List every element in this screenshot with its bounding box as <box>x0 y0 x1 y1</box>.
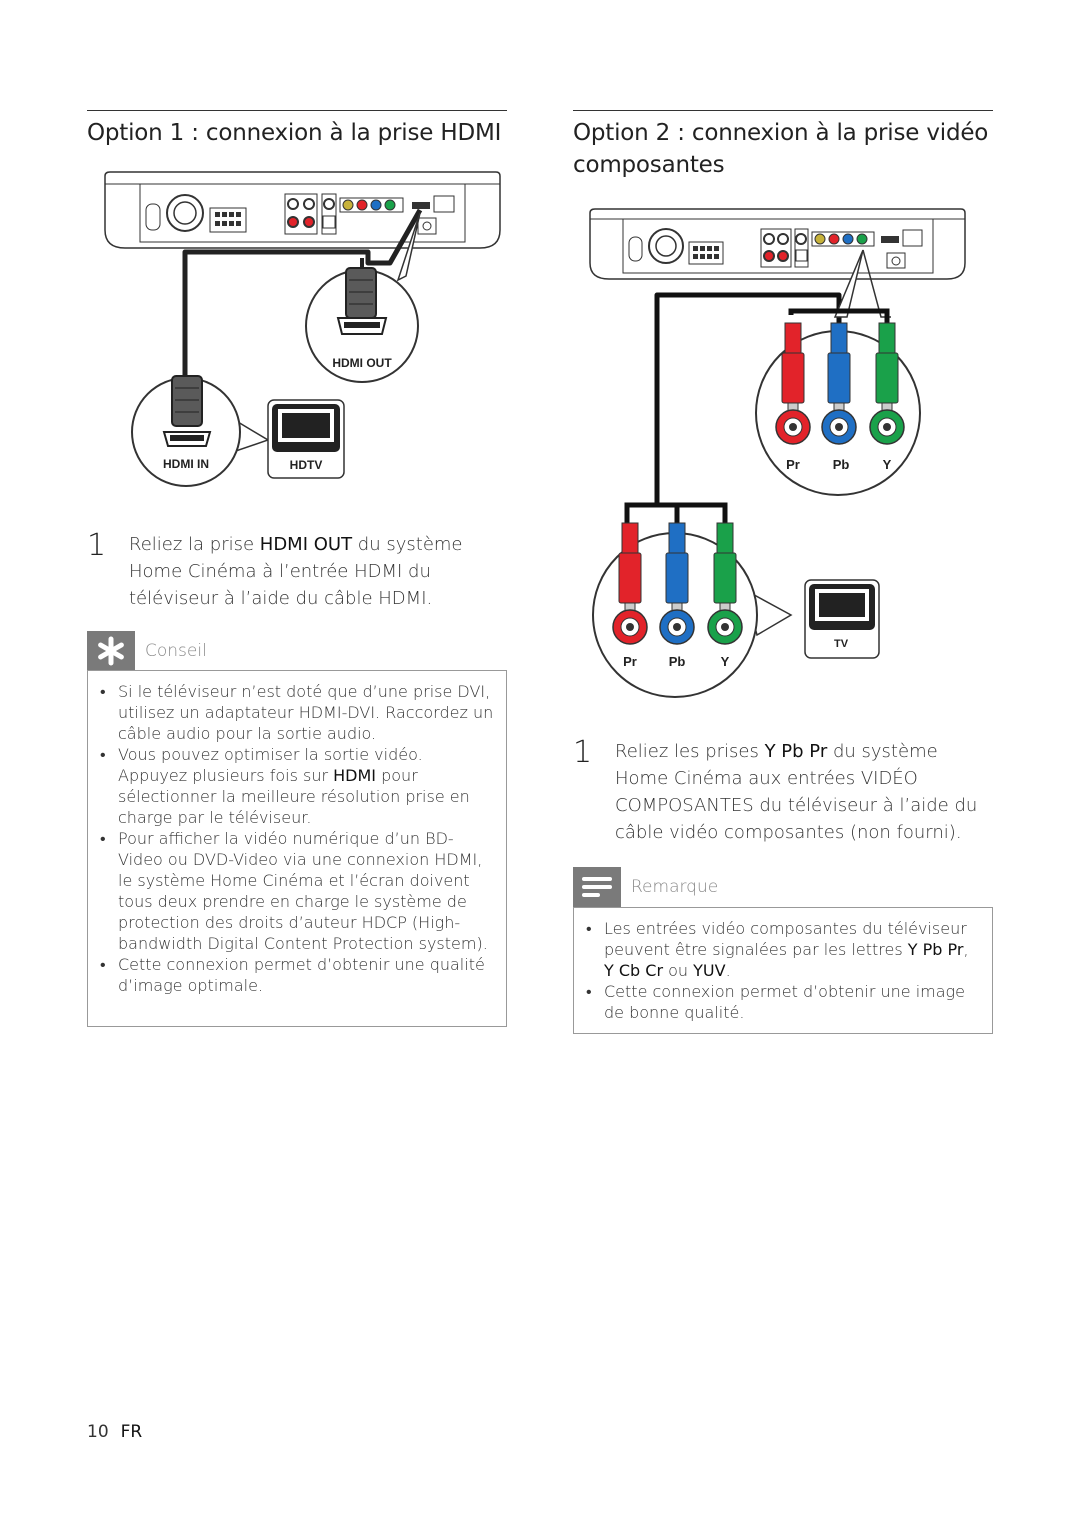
left-title-rule <box>87 110 507 111</box>
y-label: Y <box>720 654 730 669</box>
note-box <box>573 907 993 1034</box>
tv-label: TV <box>833 638 849 650</box>
note-header <box>573 867 718 907</box>
note-lines-icon <box>573 867 621 907</box>
hdmi-connection-diagram <box>100 168 510 498</box>
page-footer <box>87 1422 142 1442</box>
list-item: • Si le téléviseur n’est doté que d’une prise DVI, utilisez un adaptateur HDMI-DVI. Raccordez un câble audio pour la sortie audio. <box>98 681 494 744</box>
list-item: • Cette connexion permet d’obtenir une image de bonne qualité. <box>584 981 980 1023</box>
step-number: 1 <box>573 735 593 770</box>
left-step-1 <box>87 528 507 612</box>
left-column <box>87 110 507 149</box>
hdmi-in-label: HDMI IN <box>163 457 209 471</box>
list-item: • Vous pouvez optimiser la sortie vidéo. Appuyez plusieurs fois sur HDMI pour sélectionner la meilleure résolution prise en charge par le téléviseur. <box>98 744 494 828</box>
pb-label: Pb <box>832 457 850 472</box>
component-video-diagram <box>585 205 985 705</box>
list-item: • Pour afficher la vidéo numérique d’un BD-Video ou DVD-Video via une connexion HDMI, le système Home Cinéma et l’écran doivent tous deux prendre en charge le système de protection des droits d’auteur HDCP (High-bandwidth Digital Content Protection system). <box>98 828 494 954</box>
tip-header <box>87 631 207 671</box>
note-title: Remarque <box>631 877 719 897</box>
pr-label: Pr <box>786 457 800 472</box>
left-section-title: Option 1 : connexion à la prise HDMI <box>87 120 502 146</box>
pb-label: Pb <box>668 654 686 669</box>
hdmi-out-label: HDMI OUT <box>332 356 392 370</box>
right-title-rule <box>573 110 993 111</box>
pr-label: Pr <box>623 654 637 669</box>
right-step-1 <box>573 735 993 846</box>
asterisk-tip-icon <box>87 631 135 671</box>
list-item: • Cette connexion permet d’obtenir une qualité d’image optimale. <box>98 954 494 996</box>
step-text: Reliez les prises Y Pb Pr du système Home Cinéma aux entrées VIDÉO COMPOSANTES du téléviseur à l’aide du câble vidéo composantes (non fourni). <box>615 741 978 843</box>
tip-title: Conseil <box>145 641 207 661</box>
step-text: Reliez la prise HDMI OUT du système Home Cinéma à l’entrée HDMI du téléviseur à l’aide du câble HDMI. <box>129 534 463 609</box>
home-cinema-rear-panel <box>105 172 500 248</box>
right-column <box>573 110 993 181</box>
page-number: 10 <box>87 1422 109 1442</box>
hdtv-label: HDTV <box>289 458 323 472</box>
right-section-title: Option 2 : connexion à la prise vidéo composantes <box>573 120 989 178</box>
language-code: FR <box>120 1422 143 1442</box>
y-label: Y <box>882 457 892 472</box>
home-cinema-rear-panel <box>590 209 965 279</box>
step-number: 1 <box>87 528 107 563</box>
list-item: • Les entrées vidéo composantes du téléviseur peuvent être signalées par les lettres Y Pb Pr, Y Cb Cr ou YUV. <box>584 918 980 981</box>
tip-box <box>87 670 507 1027</box>
